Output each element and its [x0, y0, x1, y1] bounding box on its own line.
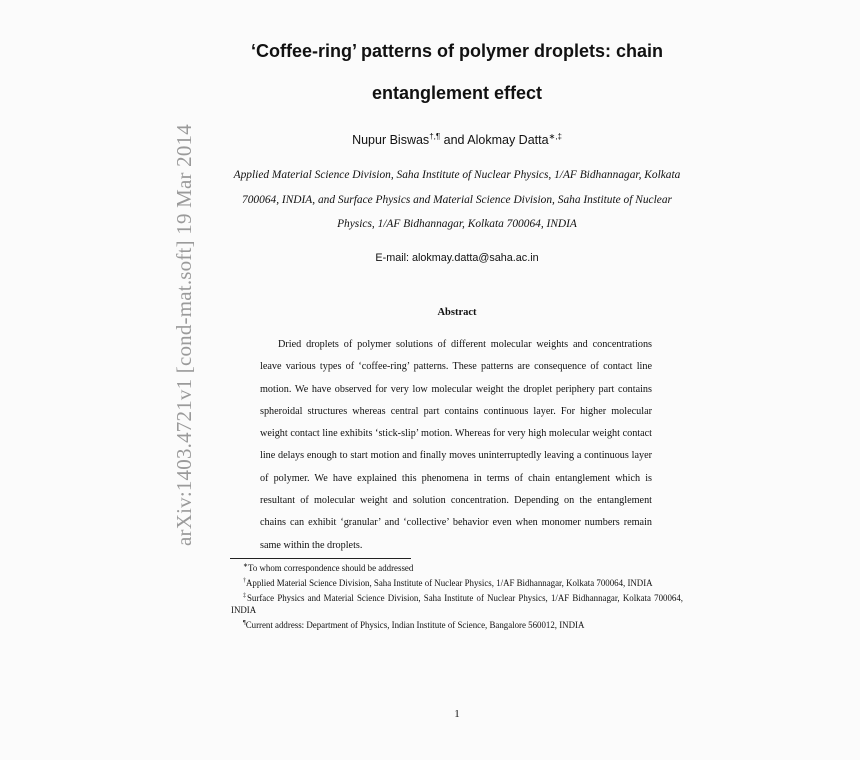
footnote-text: Surface Physics and Material Science Division, Saha Institute of Nuclear Physics, 1/AF Bidhannagar, Kolkata 700064, INDIA — [231, 592, 684, 615]
author-conjunction: and — [440, 133, 468, 148]
footnote-text: Applied Material Science Division, Saha Institute of Nuclear Physics, 1/AF Bidhannagar, Kolkata 700064, INDIA — [246, 577, 653, 588]
abstract-body: Dried droplets of polymer solutions of different molecular weights and concentrations leave various types of ‘coffee-ring’ patterns. These patterns are consequence of contact line motion. We have observed for very low molecular weight the droplet periphery part contains spheroidal structures whereas central part contains continuous layer. For higher molecular weight contact line exhibits ‘stick-slip’ motion. Whereas for very high molecular weight contact line delays enough to start motion and finally moves uninterruptedly leaving a continuous layer of polymer. We have explained this phenomena in terms of chain entanglement which is resultant of molecular weight and solution concentration. Depending on the entanglement chains can exhibit ‘granular’ and ‘collective’ behavior even when monomer numbers remain same within the droplets. — [260, 339, 652, 551]
footnote — [231, 560, 683, 574]
abstract-heading: Abstract — [437, 307, 477, 318]
author-name: Nupur Biswas — [352, 133, 430, 148]
contact-email: E-mail: alokmay.datta@saha.ac.in — [375, 252, 539, 264]
affiliation: Applied Material Science Division, Saha Institute of Nuclear Physics, 1/AF Bidhannagar, Kolkata 700064, INDIA, and Surface Physics and Material Science Division, Saha Institute of Nuclear Physics, 1/AF Bidhannagar, Kolkata 700064, INDIA — [233, 169, 681, 230]
arxiv-identifier-stamp: arXiv:1403.4721v1 [cond-mat.soft] 19 Mar 2014 — [172, 124, 196, 546]
footnote-text: To whom correspondence should be addressed — [248, 562, 414, 573]
footnote-mark: ‡ — [243, 592, 247, 599]
author-affiliation-marks: †,¶ — [429, 132, 441, 141]
footnote-text: Current address: Department of Physics, Indian Institute of Science, Bangalore 560012, INDIA — [245, 619, 585, 630]
footnote-mark: ∗ — [243, 563, 249, 569]
footnote — [231, 575, 683, 589]
footnote — [231, 590, 683, 617]
footnotes — [231, 560, 683, 631]
footnote-mark: † — [243, 577, 246, 584]
footnote-rule — [230, 558, 411, 559]
footnote — [231, 617, 683, 631]
page-number: 1 — [454, 708, 460, 720]
paper-title: ‘Coffee-ring’ patterns of polymer droplets: chain entanglement effect — [250, 41, 664, 103]
author-name: Alokmay Datta — [467, 133, 549, 148]
footnote-mark: ¶ — [243, 619, 246, 626]
author-affiliation-marks: ∗,‡ — [548, 132, 562, 141]
author-line — [230, 127, 684, 150]
